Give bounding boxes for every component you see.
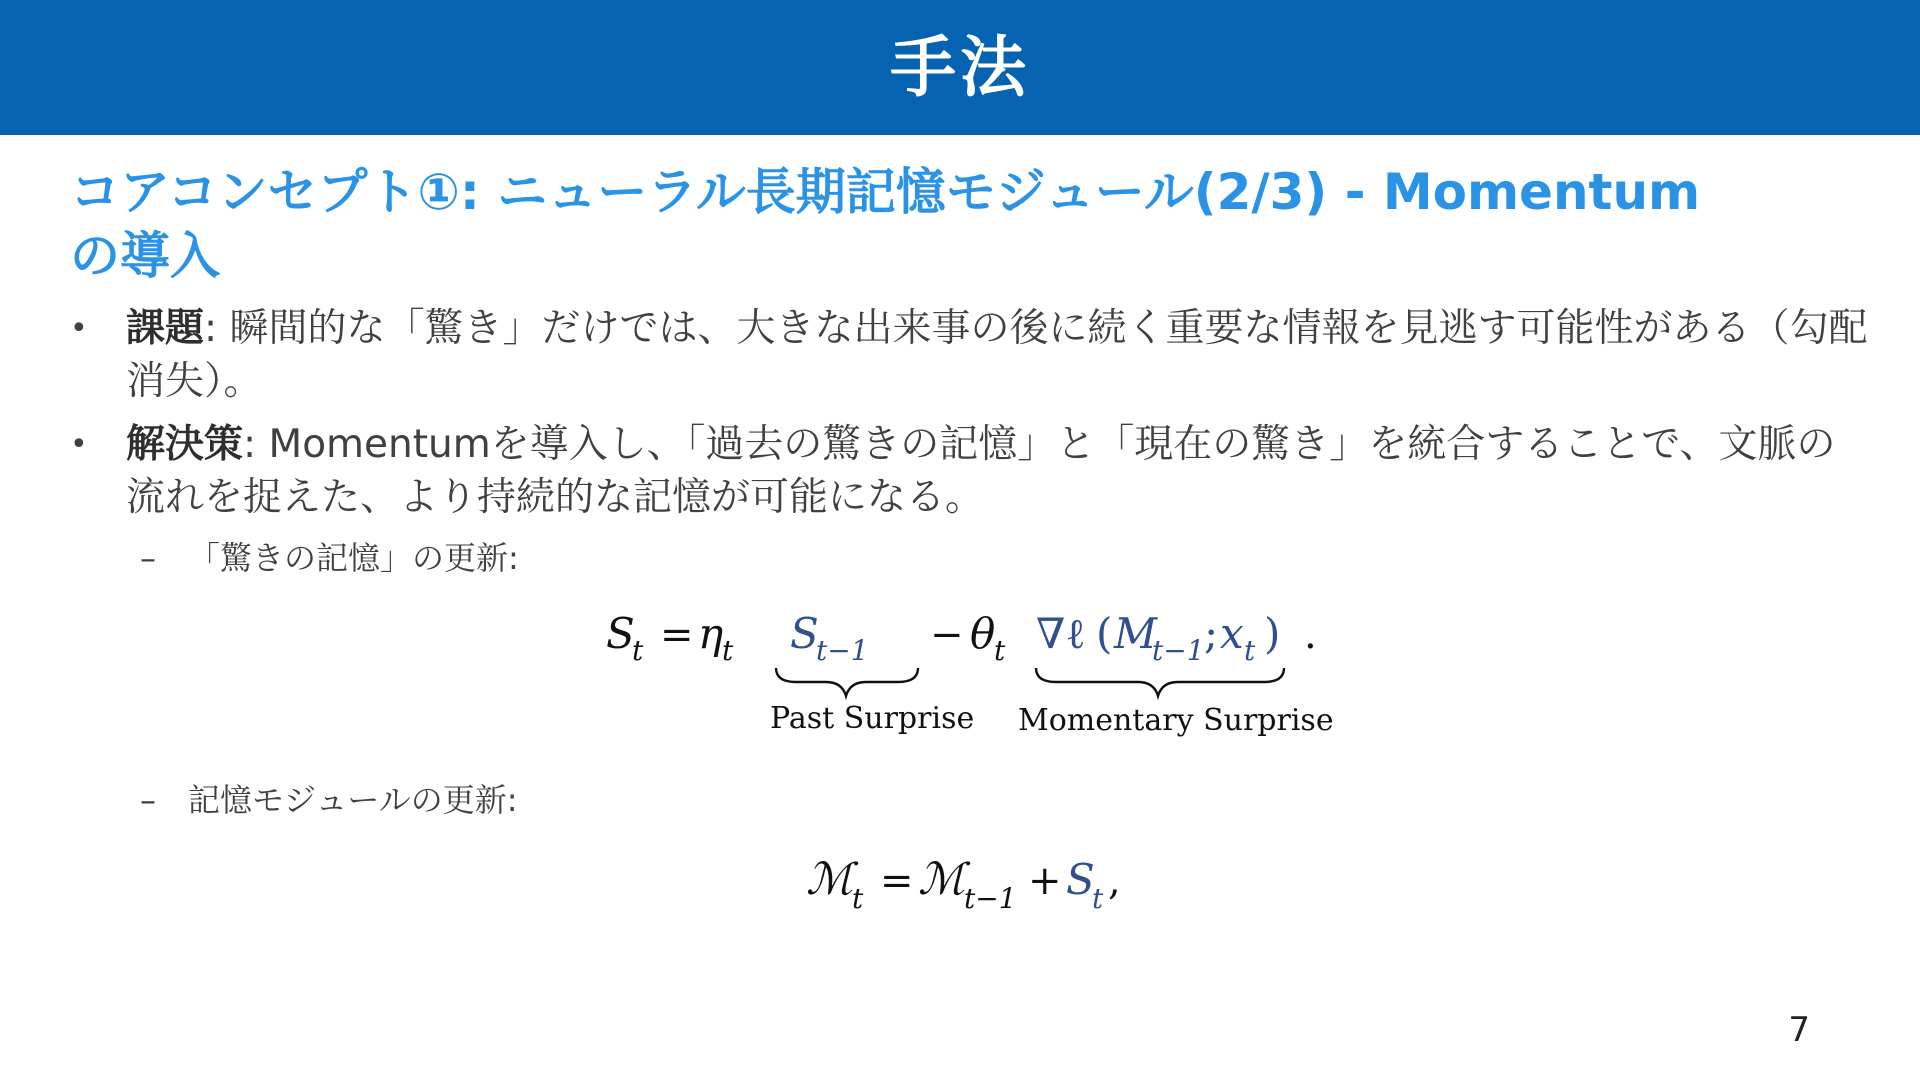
formula-memory-update <box>800 848 1140 918</box>
section-heading-line-2: の導入 <box>70 227 220 285</box>
formula-past-s-sub: t−1 <box>816 634 869 667</box>
formula2-s-sub: t <box>1092 882 1104 915</box>
sub-item-surprise-update <box>140 538 519 578</box>
formula2-equals: = <box>880 858 914 904</box>
formula-minus: − <box>930 612 964 658</box>
sub-item-memory-update <box>140 780 518 820</box>
brace-momentary-icon <box>1036 668 1284 696</box>
formula-theta-sub: t <box>994 634 1006 667</box>
bullet-text: : 瞬間的な「驚き」だけでは、大きな出来事の後に続く重要な情報を見逃す可能性がある（勾配消失）。 <box>126 306 1868 404</box>
bullet-dot-icon: • <box>70 427 88 462</box>
bullet-item-problem <box>70 302 1870 408</box>
formula-surprise-update <box>600 598 1340 748</box>
formula2-plus: + <box>1028 858 1062 904</box>
formula-eta-sub: t <box>722 634 734 667</box>
formula-eta: η <box>698 609 724 658</box>
formula-grad-x: x <box>1220 609 1244 658</box>
label-past-surprise: Past Surprise <box>770 701 975 736</box>
dash-icon: – <box>140 781 156 819</box>
bullet-term: 課題 <box>126 306 205 351</box>
section-heading-line-1: コアコンセプト①: ニューラル長期記憶モジュール(2/3) - Momentum <box>70 163 1701 221</box>
formula2-prev: ℳ <box>918 854 966 905</box>
dash-icon: – <box>140 539 156 577</box>
formula2-lhs: ℳ <box>806 854 854 905</box>
formula-grad-m: M <box>1114 609 1158 658</box>
formula-theta: θ <box>970 609 996 658</box>
formula-grad-x-sub: t <box>1244 634 1256 667</box>
bullet-text: : Momentumを導入し、「過去の驚きの記憶」と「現在の驚き」を統合することで、文脈の流れを捉えた、より持続的な記憶が可能になる。 <box>126 422 1836 520</box>
formula-past-s: S <box>790 609 819 658</box>
formula-paren-open: ( <box>1096 609 1113 658</box>
formula2-prev-sub: t−1 <box>964 882 1017 915</box>
formula-period: . <box>1304 612 1317 658</box>
label-momentary-surprise: Momentary Surprise <box>1018 703 1334 738</box>
bullet-item-solution <box>70 418 1870 524</box>
page-number: 7 <box>1788 1010 1810 1050</box>
formula-grad-m-sub: t−1 <box>1152 634 1205 667</box>
slide-title: 手法 <box>890 29 1030 106</box>
bullet-dot-icon: • <box>70 311 88 346</box>
formula2-comma: , <box>1108 858 1121 904</box>
section-heading <box>70 160 1870 288</box>
formula-gradient: ∇ℓ <box>1036 609 1086 658</box>
formula-lhs-sub: t <box>632 634 644 667</box>
sub-item-text: 記憶モジュールの更新: <box>188 781 518 819</box>
brace-past-icon <box>776 668 918 696</box>
formula2-s: S <box>1066 855 1095 904</box>
formula-paren-close: ) <box>1264 609 1281 658</box>
formula-equals: = <box>660 612 694 658</box>
bullet-term: 解決策 <box>126 422 244 467</box>
formula-lhs: S <box>606 609 635 658</box>
bullet-list <box>70 302 1870 534</box>
formula2-lhs-sub: t <box>852 882 864 915</box>
sub-item-text: 「驚きの記憶」の更新: <box>188 539 519 577</box>
formula-grad-sep: ; <box>1204 609 1219 658</box>
